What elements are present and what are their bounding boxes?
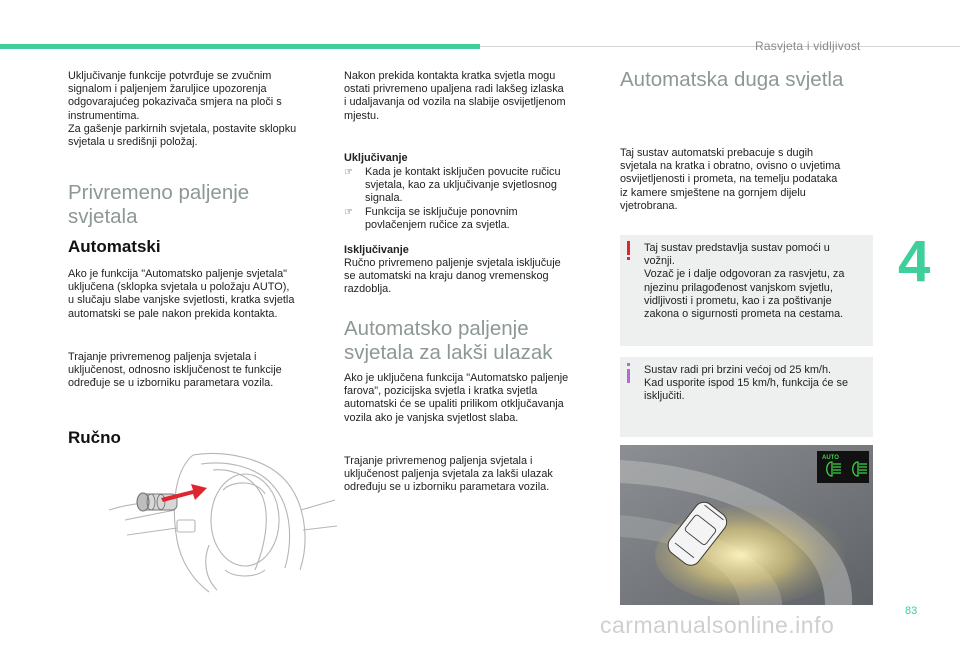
info-text: Sustav radi pri brzini većoj od 25 km/h. Kad usporite ispod 15 km/h, funkcija će se isključiti. [644,364,849,403]
section-title-follow-me-home: Automatsko paljenje svjetala za lakši ulazak [344,317,553,364]
label-switch-on: Uključivanje [344,152,408,164]
section-title-auto-high-beam: Automatska duga svjetla [620,68,844,91]
steering-stalk-illustration [105,450,340,595]
header-accent-bar [0,44,480,49]
warning-exclamation-icon [626,241,631,261]
indicator-auto-label: AUTO [822,455,839,461]
chapter-number: 4 [898,229,931,294]
list-item: ☞ Kada je kontakt isključen povucite ručicu svjetala, kao za uključivanje svjetlosnog signala. [344,166,561,205]
warning-text: Taj sustav predstavlja sustav pomoći u vožnji. Vozač je i dalje odgovoran za rasvjetu, za njezinu prilagođenost vanjskom svjetlu, vidljivosti i prometu, kao i za poštivanje zakona o sigurnosti prometa na cestama. [644,242,845,321]
automatic-text-2: Trajanje privremenog paljenja svjetala i uključenost, odnosno isključenost te funkcije određuje se u izborniku parametara vozila. [68,351,282,390]
automatic-text-1: Ako je funkcija "Automatsko paljenje svjetala" uključena (sklopka svjetala u položaju AUTO), u slučaju slabe vanjske svjetlosti, kratka svjetla automatski se pale nakon prekida kontakta. [68,268,295,320]
auto-high-beam-illustration [620,445,873,605]
label-switch-off: Isključivanje [344,244,409,256]
section-name: Rasvjeta i vidljivost [755,39,861,53]
heading-automatic: Automatski [68,237,161,256]
col2-intro: Nakon prekida kontakta kratka svjetla mogu ostati privremeno upaljena radi lakšeg izlaska i udaljavanja od vozila na slabije osvijetljenom mjestu. [344,70,566,122]
auto-high-beam-text: Taj sustav automatski prebacuje s dugih svjetala na kratka i obratno, ovisno o uvjetima osvijetljenosti i prometa, na temelju podataka iz kamere smještene na gornjem dijelu vjetrobrana. [620,147,841,212]
pointer-bullet-icon: ☞ [344,167,353,178]
switch-on-list [344,166,599,232]
page-number: 83 [905,605,918,617]
pull-arrow-icon [161,484,207,502]
header-rule [480,46,960,47]
warning-note [620,235,873,346]
watermark: carmanualsonline.info [600,612,835,638]
follow-me-text-1: Ako je uključena funkcija "Automatsko paljenje farova", pozicijska svjetla i kratka svjetla automatski će se upaliti prilikom otključavanja vozila ako je vanjska svjetlost slaba. [344,372,569,424]
follow-me-text-2: Trajanje privremenog paljenja svjetala i uključenost paljenja svjetala za lakši ulazak određuju se u izborniku parametara vozila. [344,455,553,494]
list-item: ☞ Funkcija se isključuje ponovnim povlačenjem ručice za svjetla. [344,205,518,231]
section-title-temporary-lighting: Privremeno paljenje svjetala [68,181,250,228]
col1-intro: Uključivanje funkcije potvrđuje se zvučnim signalom i paljenjem žaruljice upozorenja odgovarajućeg pokazivača smjera na ploči s instrumentima. Za gašenje parkirnih svjetala, postavite sklopku svjetala u središnji položaj. [68,70,297,149]
switch-off-text: Ručno privremeno paljenje svjetala isključuje se automatski na kraju danog vremenskog razdoblja. [344,257,561,296]
pointer-bullet-icon: ☞ [344,206,353,218]
info-note [620,357,873,437]
info-i-icon [626,363,631,383]
heading-manual: Ručno [68,428,121,447]
